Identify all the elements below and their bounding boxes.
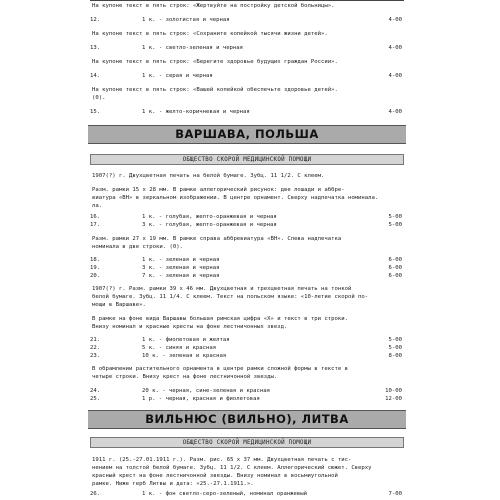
item-price: 12-00 <box>385 396 402 402</box>
description-line: (0). <box>92 95 106 101</box>
item-description: 10 к. - зеленая и красная <box>142 353 227 359</box>
description-line: рамке. Ниже герб Литвы и дата: «25.-27.1.1911.». <box>92 481 254 487</box>
item-price: 5-00 <box>388 222 402 228</box>
description-line: Внизу номинал и красные кресты на фоне лестничонных звезд. <box>92 324 288 330</box>
item-number: 25. <box>90 396 101 402</box>
description-line: виатура «ВН» в зеркальном изображении. В центре орнамент. Сверху надпечатка номинала. <box>92 195 379 201</box>
description-line: нением на толстой белой бумаге. Зубц. 11 1/2. С клеем. Аллегорический сюжет. Сверху <box>92 465 372 471</box>
item-number: 22. <box>90 345 101 351</box>
item-price: 6-00 <box>388 273 402 279</box>
item-description: 3 к. - зеленая и черная <box>142 265 220 271</box>
item-price: 4-00 <box>388 73 402 79</box>
section-subtitle-vilnius: ОБЩЕСТВО СКОРОЙ МЕДИЦИНСКОЙ ПОМОЩИ <box>90 437 404 448</box>
description-line: В рамке на фоне вида Варшавы большая римская цифра «Х» и текст в три строки. <box>92 316 348 322</box>
item-number: 15. <box>90 109 101 115</box>
item-description: 1 р. - черная, красная и фиолетовая <box>142 396 260 402</box>
item-description: 1 к. - желто-коричневая и черная <box>142 109 250 115</box>
item-price: 6-00 <box>388 257 402 263</box>
item-price: 6-00 <box>388 265 402 271</box>
item-description: 1 к. - зеленая и черная <box>142 257 220 263</box>
section-subtitle-warsaw: ОБЩЕСТВО СКОРОЙ МЕДИЦИНСКОЙ ПОМОЩИ <box>90 154 404 165</box>
item-number: 12. <box>90 17 101 23</box>
item-number: 23. <box>90 353 101 359</box>
description-line: мощи в Варшаве». <box>92 302 146 308</box>
item-price: 5-00 <box>388 214 402 220</box>
item-number: 13. <box>90 45 101 51</box>
item-price: 5-00 <box>388 345 402 351</box>
description-line: белой бумаге. Зубц. 11 1/4. С клеем. Текст на польском языке: «10-летие скорой по- <box>92 294 369 300</box>
top-rule <box>90 0 404 1</box>
description-line: На купоне текст в пять строк: «Жертвуйте на постройку детской больницы». <box>92 3 335 9</box>
item-description: 5 к. - синяя и красная <box>142 345 217 351</box>
item-description: 1 к. - голубая, желто-оранжевая и черная <box>142 214 277 220</box>
item-price: 7-00 <box>388 491 402 497</box>
item-description: 1 к. - светло-зеленая и черная <box>142 45 244 51</box>
description-line: номинала в две строки. (0). <box>92 244 183 250</box>
section-band-vilnius <box>88 410 406 429</box>
item-price: 5-00 <box>388 337 402 343</box>
section-title-warsaw: ВАРШАВА, ПОЛЬША <box>175 127 319 141</box>
item-price: 8-00 <box>388 353 402 359</box>
section-band-warsaw <box>88 125 406 144</box>
item-price: 4-00 <box>388 109 402 115</box>
item-description: 1 к. - серая и черная <box>142 73 213 79</box>
section-title-vilnius: ВИЛЬНЮС (ВИЛЬНО), ЛИТВА <box>145 412 349 426</box>
description-line: 1907(?) г. Двухцветная печать на белой бумаге. Зубц. 11 1/2. С клеем. <box>92 173 325 179</box>
description-line: На купоне текст в пять строк: «Сохраните копейкой тысячи жизни детей». <box>92 31 328 37</box>
description-line: красный крест на фоне лестничонной звезды. Внизу номинал в восьмиугольной <box>92 473 338 479</box>
item-price: 4-00 <box>388 17 402 23</box>
description-line: 1911 г. (25.-27.01.1911 г.). Разм. рис. 65 х 37 мм. Двухцветная печать с тис- <box>92 457 352 463</box>
item-number: 16. <box>90 214 101 220</box>
description-line: Разм. рамки 27 х 19 мм. В рамке справа аббревиатура «ВН». Слева надпечатка <box>92 236 342 242</box>
item-description: 7 к. - зеленая и черная <box>142 273 220 279</box>
description-line: четыре строки. Внизу крест на фоне лестничонной звезды. <box>92 374 278 380</box>
item-price: 10-00 <box>385 388 402 394</box>
item-number: 14. <box>90 73 101 79</box>
description-line: ла. <box>92 203 103 209</box>
description-line: В обрамлении растительного орнамента в центре рамки сложной формы в тексте в <box>92 366 348 372</box>
item-number: 21. <box>90 337 101 343</box>
item-number: 18. <box>90 257 101 263</box>
description-line: На купоне текст в пять строк: «Вашей копейкой обеспечьте здоровье детей». <box>92 87 338 93</box>
description-line: 1907(?) г. Разм. рамки 39 х 46 мм. Двухцветная и трехцветная печать на тонкой <box>92 286 352 292</box>
item-number: 24. <box>90 388 101 394</box>
item-description: 1 к. - фиолетовая и желтая <box>142 337 230 343</box>
description-line: Разм. рамки 15 х 28 мм. В рамке аллегорический рисунок: две лошади и аббре- <box>92 187 345 193</box>
item-description: 1 к. - фон светло-серо-зеленый, номинал оранжевый <box>142 491 308 497</box>
item-number: 19. <box>90 265 101 271</box>
description-line: На купоне текст в пять строк: «Берегите здоровье будущих граждан России». <box>92 59 338 65</box>
item-number: 26. <box>90 491 101 497</box>
item-number: 17. <box>90 222 101 228</box>
item-number: 20. <box>90 273 101 279</box>
item-description: 1 к. - золотистая и черная <box>142 17 230 23</box>
item-description: 20 к. - черная, сине-зеленая и красная <box>142 388 270 394</box>
item-description: 3 к. - голубая, желто-оранжевая и черная <box>142 222 277 228</box>
item-price: 4-00 <box>388 45 402 51</box>
